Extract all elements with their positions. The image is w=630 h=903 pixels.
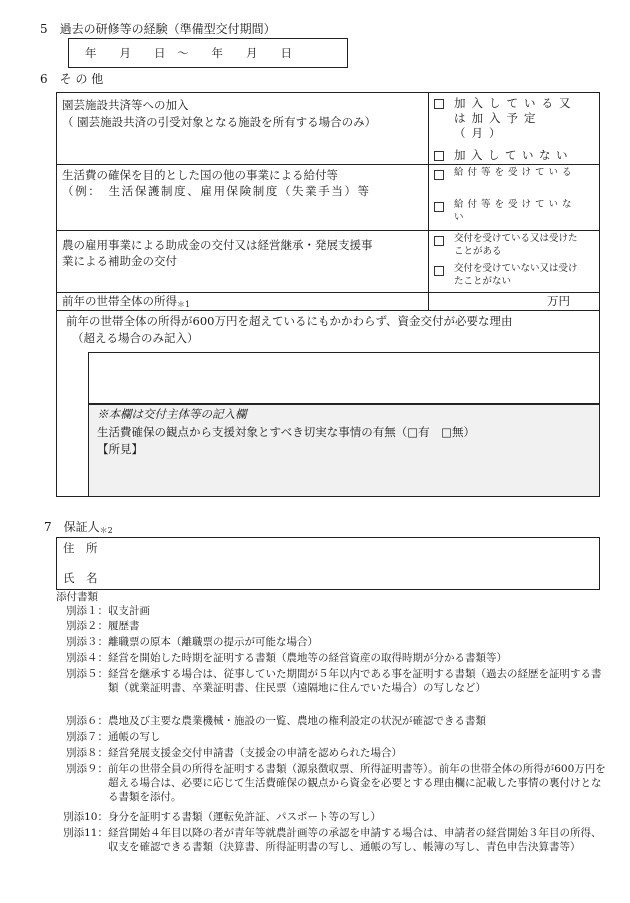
training-period-text: 年 月 日 ～ 年 月 日 [85,46,292,60]
attachment-item [48,652,608,666]
section7-heading-text: 7 保証人 [44,520,100,534]
checkbox[interactable] [434,151,444,161]
attachment-text: 離職票の原本（離職票の提示が可能な場合） [108,636,318,648]
attachment-key: 別添11： [63,827,108,839]
insurance-label-line2: （ 園芸施設共済の引受対象となる施設を所有する場合のみ） [62,115,377,129]
option-label: 給付等を受けていない [454,199,576,223]
attachment-item [48,811,608,825]
attachment-text: 通帳の写し [108,731,161,743]
guarantor-name-input[interactable] [117,566,597,588]
subsidy-label-line2: 業による補助金の交付 [62,254,177,268]
option-label: 加入している又は加入予定（月） [454,96,577,140]
guarantor-name-label: 氏 名 [63,571,98,585]
attachment-item [48,605,608,619]
attachment-text: 経営を継承する場合は、従事していた期間が５年以内である事を証明する書類（過去の経歴を証明する書類（就業証明書、卒業証明書、住民票（遠隔地に住んでいた場合）の写しなど） [108,668,602,694]
income-label-text: 前年の世帯全体の所得 [62,294,177,308]
option-not-receiving-benefit[interactable] [434,199,594,225]
checkbox[interactable] [434,99,444,109]
reason-label-line1: 前年の世帯全体の所得が600万円を超えているにもかかわらず、資金交付が必要な理由 [66,314,513,328]
attachment-key: 別添９： [66,763,108,775]
checkbox[interactable] [434,202,444,212]
section5-heading: 5 過去の研修等の経験（準備型交付期間） [40,22,276,36]
option-label: 加入していない [454,148,573,162]
attachment-key: 別添７： [66,731,108,743]
attachment-text: 身分を証明する書類（運転免許証、パスポート等の写し） [108,811,381,823]
attachment-key: 別添３： [66,636,108,648]
attachment-key: 別添２： [66,620,108,632]
income-note-mark: ＊1 [177,300,191,309]
option-label: 交付を受けていない又は受けたことがない [454,263,578,287]
attachment-key: 別添１： [66,605,108,617]
guarantor-address-input[interactable] [117,540,597,564]
option-joined[interactable] [434,96,594,141]
guarantor-note-mark: ＊2 [99,526,113,535]
guarantor-address-label: 住 所 [63,541,98,555]
attachment-item [48,668,608,696]
checkbox[interactable] [434,170,444,180]
attachment-item [48,763,608,805]
benefit-label-line1: 生活費の確保を目的とした国の他の事業による給付等 [62,168,338,182]
option-label: 交付を受けている又は受けたことがある [454,233,578,257]
attachment-text: 経営開始４年目以降の者が青年等就農計画等の承認を申請する場合は、申請者の経営開始３年目の所得、収支を確認できる書類（決算書、所得証明書の写し、通帳の写し、帳簿の写し、青色申告決算書等） [108,827,602,853]
attachment-key: 別添８： [66,747,108,759]
attachment-item [48,636,608,650]
attachment-text: 前年の世帯全員の所得を証明する書類（源泉徴収票、所得証明書等）。前年の世帯全体の所得が600万円を超える場合は、必要に応じて生活費確保の観点から資金を必要とする理由欄に記載した事情の裏付けとなる書類を添付。 [108,763,606,803]
checkbox[interactable] [434,236,444,246]
option-not-received-subsidy[interactable] [434,263,594,289]
attachment-text: 履歴書 [108,620,140,632]
subsidy-label-line1: 農の雇用事業による助成金の交付又は経営継承・発展支援事 [62,238,373,252]
attachment-text: 収支計画 [108,605,150,617]
table-column-divider [428,92,429,310]
attachment-text: 経営を開始した時期を証明する書類（農地等の経営資産の取得時期が分かる書類等） [108,652,507,664]
official-use-title: ※本欄は交付主体等の記入欄 [97,407,247,421]
option-label: 給付等を受けている [454,167,576,178]
attachment-key: 別添４： [66,652,108,664]
option-receiving-benefit[interactable] [434,167,594,180]
guarantor-box [56,537,600,590]
benefit-label-line2: （例： 生活保護制度、雇用保険制度（失業手当）等 [62,184,371,198]
attachment-text: 経営発展支援金交付申請書（支援金の申請を認められた場合） [108,747,402,759]
attachments-heading: 添付書類 [56,591,98,603]
official-use-line: 生活費確保の観点から支援対象とすべき切実な事情の有無（□有 □無） [97,425,475,439]
income-input[interactable] [430,292,598,310]
attachment-item [48,731,608,745]
reason-label-line2: （超える場合のみ記入） [72,331,199,345]
attachment-key: 別添６： [66,715,108,727]
checkbox[interactable] [434,266,444,276]
insurance-label-line1: 園芸施設共済等への加入 [62,98,189,112]
training-period-box[interactable] [68,38,348,68]
income-label [62,294,190,310]
section7-heading [44,520,113,536]
option-not-joined[interactable] [434,148,594,163]
income-unit: 万円 [547,294,570,308]
attachment-item [48,620,608,634]
attachment-key: 別添５： [66,668,108,680]
official-use-box [88,404,600,497]
reason-input-box[interactable] [88,352,600,404]
attachment-item [48,747,608,761]
attachment-item [48,827,608,855]
row-divider [56,164,600,165]
attachment-text: 農地及び主要な農業機械・施設の一覧、農地の権利設定の状況が確認できる書類 [108,715,486,727]
row-divider [56,230,600,231]
official-opinion-label: 【所見】 [97,442,143,456]
section6-heading: 6 そ の 他 [40,72,104,86]
attachment-item [48,715,608,729]
attachment-key: 別添10： [63,811,108,823]
option-received-subsidy[interactable] [434,233,594,259]
